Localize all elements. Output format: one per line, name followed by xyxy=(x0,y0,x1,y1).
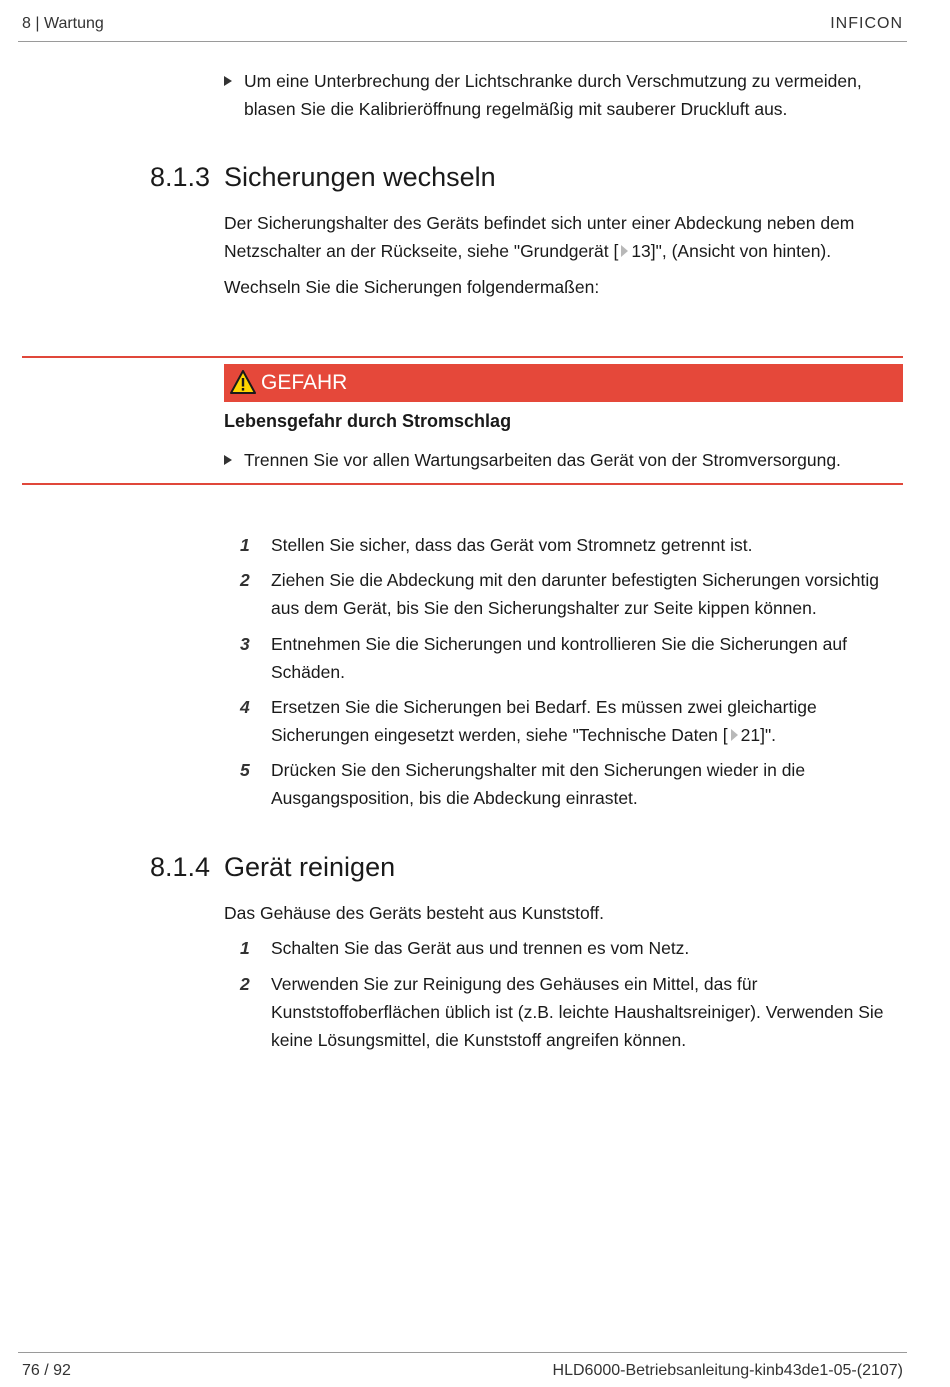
page-number: 76 / 92 xyxy=(22,1362,71,1379)
step-number: 5 xyxy=(240,760,250,780)
list-item xyxy=(240,934,900,962)
danger-bullet-text: Trennen Sie vor allen Wartungsarbeiten das Gerät von der Stromversorgung. xyxy=(244,450,841,470)
step-number: 4 xyxy=(240,697,250,717)
footer-divider xyxy=(18,1352,907,1353)
danger-top-rule xyxy=(22,356,903,358)
danger-heading: Lebensgefahr durch Stromschlag xyxy=(224,411,512,431)
section-title: Sicherungen wechseln xyxy=(224,162,496,192)
bullet-arrow-icon xyxy=(224,455,232,465)
danger-banner xyxy=(224,364,903,402)
danger-label: GEFAHR xyxy=(261,371,348,394)
intro-bullet-text: Um eine Unterbrechung der Lichtschranke durch Verschmutzung zu vermeiden, blasen Sie die Kalibrieröffnung regelmäßig mit sauberer Druckluft aus. xyxy=(244,71,862,119)
list-item xyxy=(240,970,900,1054)
step-text: Entnehmen Sie die Sicherungen und kontrollieren Sie die Sicherungen auf Schäden. xyxy=(271,634,847,682)
list-item xyxy=(240,630,900,686)
paragraph-housing: Das Gehäuse des Geräts besteht aus Kunststoff. xyxy=(224,903,605,923)
step-number: 1 xyxy=(240,535,250,555)
step-text: Schalten Sie das Gerät aus und trennen es vom Netz. xyxy=(271,938,690,958)
paragraph-fuse-holder xyxy=(224,209,904,265)
page-reference-link[interactable]: 21 xyxy=(740,725,761,745)
section-number: 8.1.4 xyxy=(150,852,211,882)
step-text: Ziehen Sie die Abdeckung mit den darunter befestigten Sicherungen vorsichtig aus dem Gerät, bis Sie den Sicherungshalter zur Seite kippen können. xyxy=(271,570,880,618)
header-divider xyxy=(18,41,907,42)
section-title: Gerät reinigen xyxy=(224,852,396,882)
section-number: 8.1.3 xyxy=(150,162,211,192)
header-section: 8 | Wartung xyxy=(22,15,104,32)
step-number: 3 xyxy=(240,634,250,654)
step-text-part: ]". xyxy=(760,725,777,745)
paragraph-text: Der Sicherungshalter des Geräts befindet sich unter einer Abdeckung neben dem Netzschalter an der Rückseite, siehe "Grundgerät [ xyxy=(224,213,855,261)
step-number: 2 xyxy=(240,570,250,590)
step-text: Stellen Sie sicher, dass das Gerät vom Stromnetz getrennt ist. xyxy=(271,535,753,555)
step-number: 2 xyxy=(240,974,250,994)
step-text xyxy=(271,693,900,749)
section-heading-814 xyxy=(150,852,395,883)
list-item xyxy=(240,566,900,622)
page-reference-link[interactable]: 13 xyxy=(631,241,651,261)
intro-bullet xyxy=(224,67,894,123)
cross-reference-arrow-icon[interactable] xyxy=(731,729,738,741)
header-brand: INFICON xyxy=(830,15,903,32)
danger-bottom-rule xyxy=(22,483,903,485)
warning-triangle-icon xyxy=(230,370,256,394)
section-heading-813 xyxy=(150,162,496,193)
list-item xyxy=(240,531,900,559)
bullet-arrow-icon xyxy=(224,76,232,86)
paragraph-instructions: Wechseln Sie die Sicherungen folgendermaßen: xyxy=(224,277,600,297)
step-number: 1 xyxy=(240,938,250,958)
paragraph-text: ]", (Ansicht von hinten). xyxy=(650,241,832,261)
step-text: Verwenden Sie zur Reinigung des Gehäuses ein Mittel, das für Kunststoffoberflächen üblich ist (z.B. leichte Haushaltsreiniger). Verwenden Sie keine Lösungsmittel, die Kunststoff angreifen können. xyxy=(271,974,884,1050)
document-id: HLD6000-Betriebsanleitung-kinb43de1-05-(2107) xyxy=(552,1362,903,1379)
cross-reference-arrow-icon[interactable] xyxy=(621,245,628,257)
step-text-part: Ersetzen Sie die Sicherungen bei Bedarf. Es müssen zwei gleichartige Sicherungen eingesetzt werden, siehe "Technische Daten [ xyxy=(271,697,817,745)
list-item xyxy=(240,693,900,749)
step-text: Drücken Sie den Sicherungshalter mit den Sicherungen wieder in die Ausgangsposition, bis die Abdeckung einrastet. xyxy=(271,760,806,808)
danger-bullet xyxy=(224,446,894,474)
list-item xyxy=(240,756,900,812)
